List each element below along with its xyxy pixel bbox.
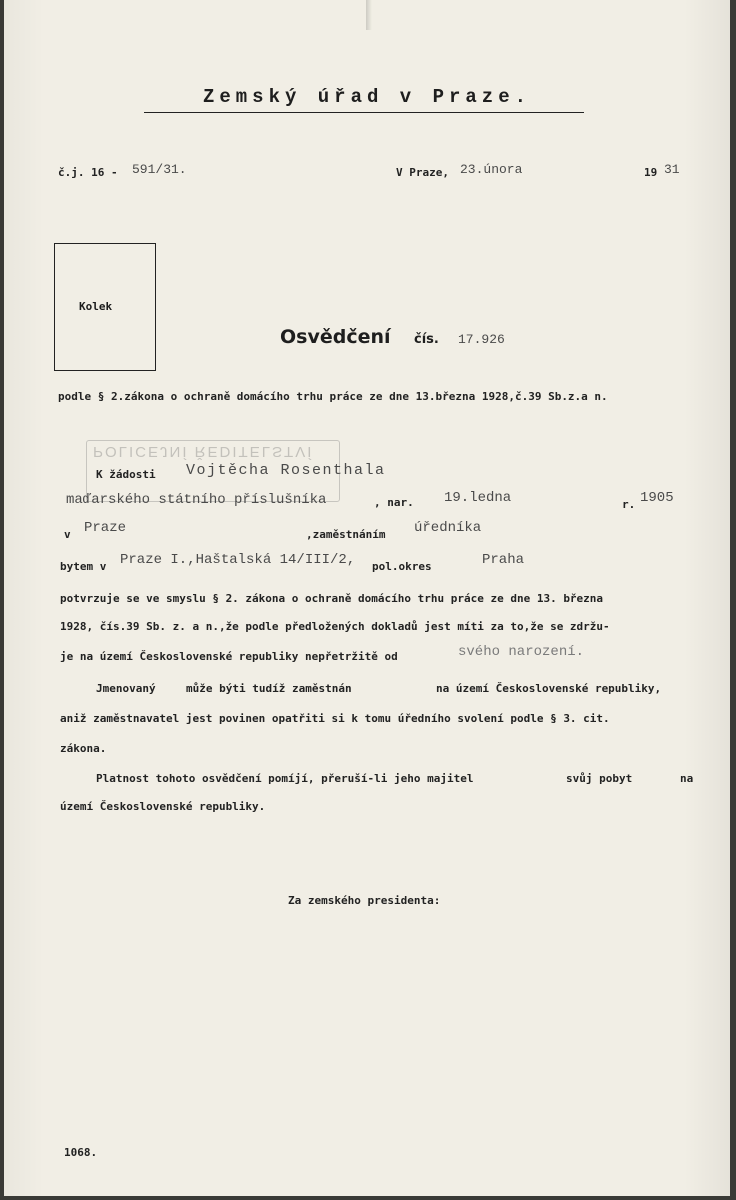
district-label: pol.okres [372, 560, 432, 573]
footer-number: 1068. [64, 1146, 98, 1159]
applicant-name: Vojtěcha Rosenthala [186, 462, 386, 479]
signature-line: Za zemského presidenta: [288, 894, 441, 907]
legal-basis: podle § 2.zákona o ochraně domácího trhu práce ze dne 13.března 1928,č.39 Sb.z.a n. [58, 390, 608, 403]
title-underline [144, 112, 584, 113]
body-line-3: je na území Československé republiky nepřetržitě od [60, 650, 398, 663]
para2-line-2: aniž zaměstnavatel jest povinen opatřiti si k tomu úředního svolení podle § 3. cit. [60, 712, 610, 725]
certificate-heading: Osvědčení [280, 326, 391, 348]
stamp-text: POLICEJNÍ ŘEDITELSTVÍ [93, 443, 314, 460]
issue-date: 23.února [460, 162, 523, 177]
para3-start: Platnost tohoto osvědčení pomíjí, přeruší-li jeho majitel [96, 772, 474, 785]
body-line-3-handwritten: svého narození. [458, 644, 585, 660]
request-label: K žádosti [96, 468, 156, 481]
para3-mid: svůj pobyt [566, 772, 633, 785]
kolek-label: Kolek [79, 300, 113, 313]
birth-date: 19.ledna [444, 490, 512, 506]
residence-address: Praze I.,Haštalská 14/III/2, [120, 552, 356, 568]
r-label: r. [622, 498, 636, 511]
year-prefix: 19 [644, 166, 658, 179]
paper-fold [366, 0, 372, 30]
body-line-1: potvrzuje se ve smyslu § 2. zákona o ochraně domácího trhu práce ze dne 13. března [60, 592, 604, 605]
para2-start: Jmenovaný [96, 682, 156, 695]
para2-line-3: zákona. [60, 742, 107, 755]
para2-end: na území Československé republiky, [436, 682, 662, 695]
body-line-2: 1928, čís.39 Sb. z. a n.,že podle předložených dokladů jest míti za to,že se zdržu- [60, 620, 610, 633]
birth-year: 1905 [640, 490, 674, 506]
certificate-number: 17.926 [458, 332, 505, 347]
para2-mid: může býti tudíž zaměstnán [186, 682, 352, 695]
nationality: maďarského státního příslušníka [66, 492, 327, 508]
born-label: , nar. [374, 496, 414, 509]
birth-place: Praze [84, 520, 127, 536]
year-suffix: 31 [664, 162, 680, 177]
document-page [4, 0, 730, 1196]
in-label: v [64, 528, 71, 541]
para3-end: na [680, 772, 694, 785]
residence-label: bytem v [60, 560, 107, 573]
place-date-label: V Praze, [396, 166, 449, 179]
kolek-stamp-box [54, 243, 156, 371]
certificate-cis-label: čís. [414, 332, 439, 347]
para3-line-2: území Československé republiky. [60, 800, 266, 813]
document-title: Zemský úřad v Praze. [202, 86, 532, 108]
ref-label: č.j. 16 - [58, 166, 118, 179]
district: Praha [482, 552, 525, 568]
ref-number: 591/31. [132, 162, 187, 177]
occupation-label: ,zaměstnáním [306, 528, 386, 541]
occupation: úředníka [414, 520, 482, 536]
